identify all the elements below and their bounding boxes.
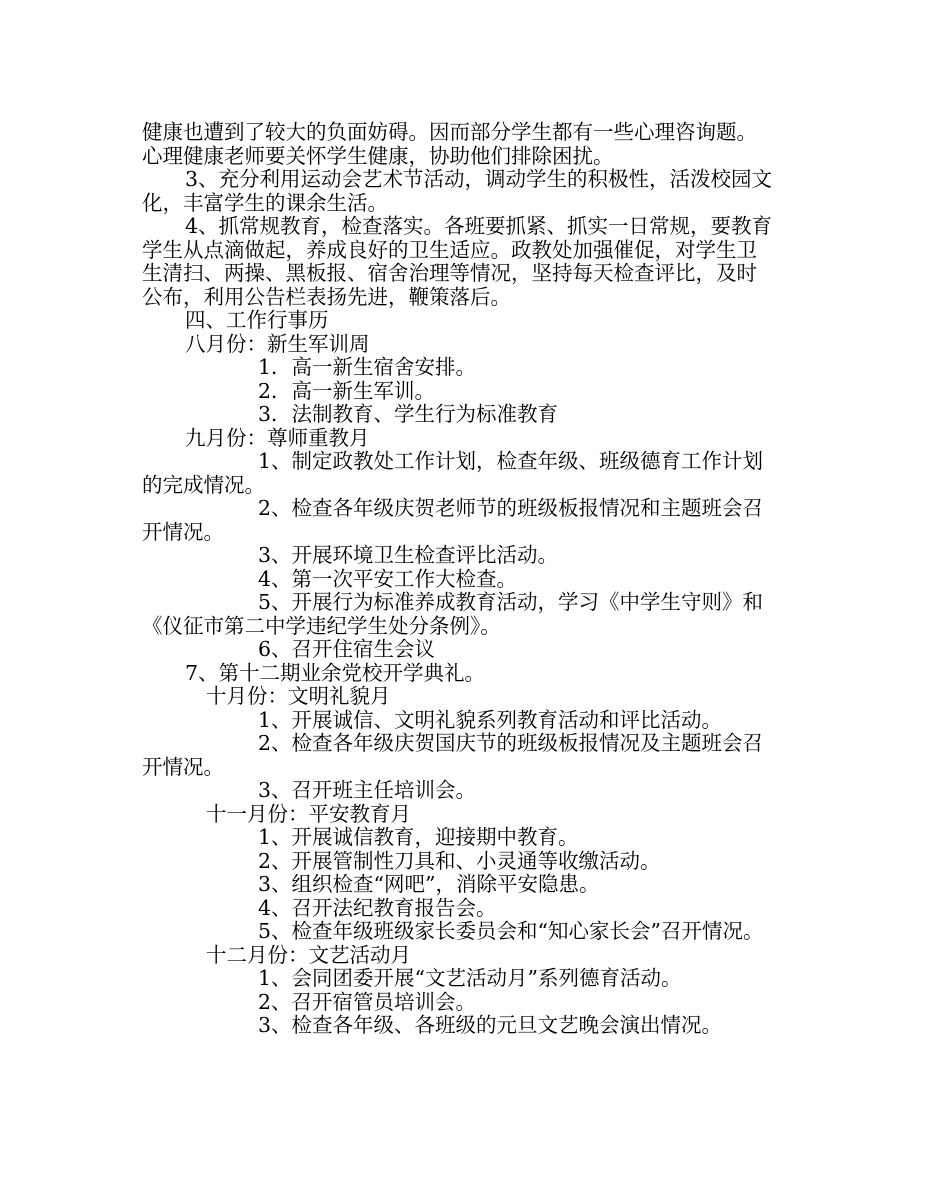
text-line: 公布，利用公告栏表扬先进，鞭策落后。: [142, 284, 511, 309]
month-heading: 九月份：尊师重教月: [185, 425, 370, 450]
list-item-continuation: 开情况。: [142, 754, 224, 779]
list-item: 1．高一新生宿舍安排。: [258, 355, 477, 379]
month-heading: 八月份：新生军训周: [185, 331, 370, 356]
text-line: 心理健康老师要关怀学生健康，协助他们排除困扰。: [142, 143, 614, 168]
list-item: 5、开展行为标准养成教育活动，学习《中学生守则》和: [258, 590, 764, 614]
text-line: 4、抓常规教育，检查落实。各班要抓紧、抓实一日常规，要教育: [185, 214, 773, 238]
text-line: 健康也遭到了较大的负面妨碍。因而部分学生都有一些心理咨询题。: [142, 120, 757, 144]
list-item: 1、开展诚信教育，迎接期中教育。: [258, 825, 579, 849]
list-item: 4、召开法纪教育报告会。: [258, 895, 497, 920]
list-item: 4、第一次平安工作大检查。: [258, 566, 518, 591]
list-item: 2、检查各年级庆贺国庆节的班级板报情况及主题班会召: [258, 731, 764, 755]
list-item: 1、会同团委开展“文艺活动月”系列德育活动。: [258, 966, 682, 990]
list-item: 2、检查各年级庆贺老师节的班级板报情况和主题班会召: [258, 496, 764, 520]
list-item: 6、召开住宿生会议: [258, 637, 436, 661]
month-heading: 十二月份：文艺活动月: [206, 942, 411, 967]
list-item: 2、召开宿管员培训会。: [258, 989, 477, 1014]
text-line: 学生从点滴做起，养成良好的卫生适应。政教处加强催促，对学生卫: [142, 237, 757, 262]
text-line: 3、充分利用运动会艺术节活动，调动学生的积极性，活泼校园文: [185, 167, 773, 191]
list-item: 3．法制教育、学生行为标准教育: [258, 402, 559, 426]
month-heading: 十月份：文明礼貌月: [206, 684, 391, 708]
list-item-continuation: 开情况。: [142, 519, 224, 544]
list-item: 2、开展管制性刀具和、小灵通等收缴活动。: [258, 848, 661, 873]
list-item: 2．高一新生军训。: [258, 378, 436, 403]
list-item: 5、检查年级班级家长委员会和“知心家长会”召开情况。: [258, 919, 764, 943]
list-item: 7、第十二期业余党校开学典礼。: [185, 660, 486, 685]
document-body: [142, 121, 810, 1038]
list-item: 3、检查各年级、各班级的元旦文艺晚会演出情况。: [258, 1013, 723, 1037]
list-item: 3、开展环境卫生检查评比活动。: [258, 543, 559, 567]
list-item-continuation: 的完成情况。: [142, 472, 265, 497]
text-line: 化，丰富学生的课余生活。: [142, 190, 388, 215]
month-heading: 十一月份：平安教育月: [206, 801, 411, 826]
section-heading: 四、工作行事历: [185, 308, 329, 332]
list-item: 3、组织检查“网吧”，消除平安隐患。: [258, 872, 600, 896]
list-item: 1、制定政教处工作计划，检查年级、班级德育工作计划: [258, 449, 764, 473]
list-item: 1、开展诚信、文明礼貌系列教育活动和评比活动。: [258, 707, 723, 732]
text-line: 生清扫、两操、黑板报、宿舍治理等情况，坚持每天检查评比，及时: [142, 261, 757, 285]
list-item-continuation: 《仪征市第二中学违纪学生处分条例》。: [142, 613, 501, 638]
list-item: 3、召开班主任培训会。: [258, 778, 477, 802]
